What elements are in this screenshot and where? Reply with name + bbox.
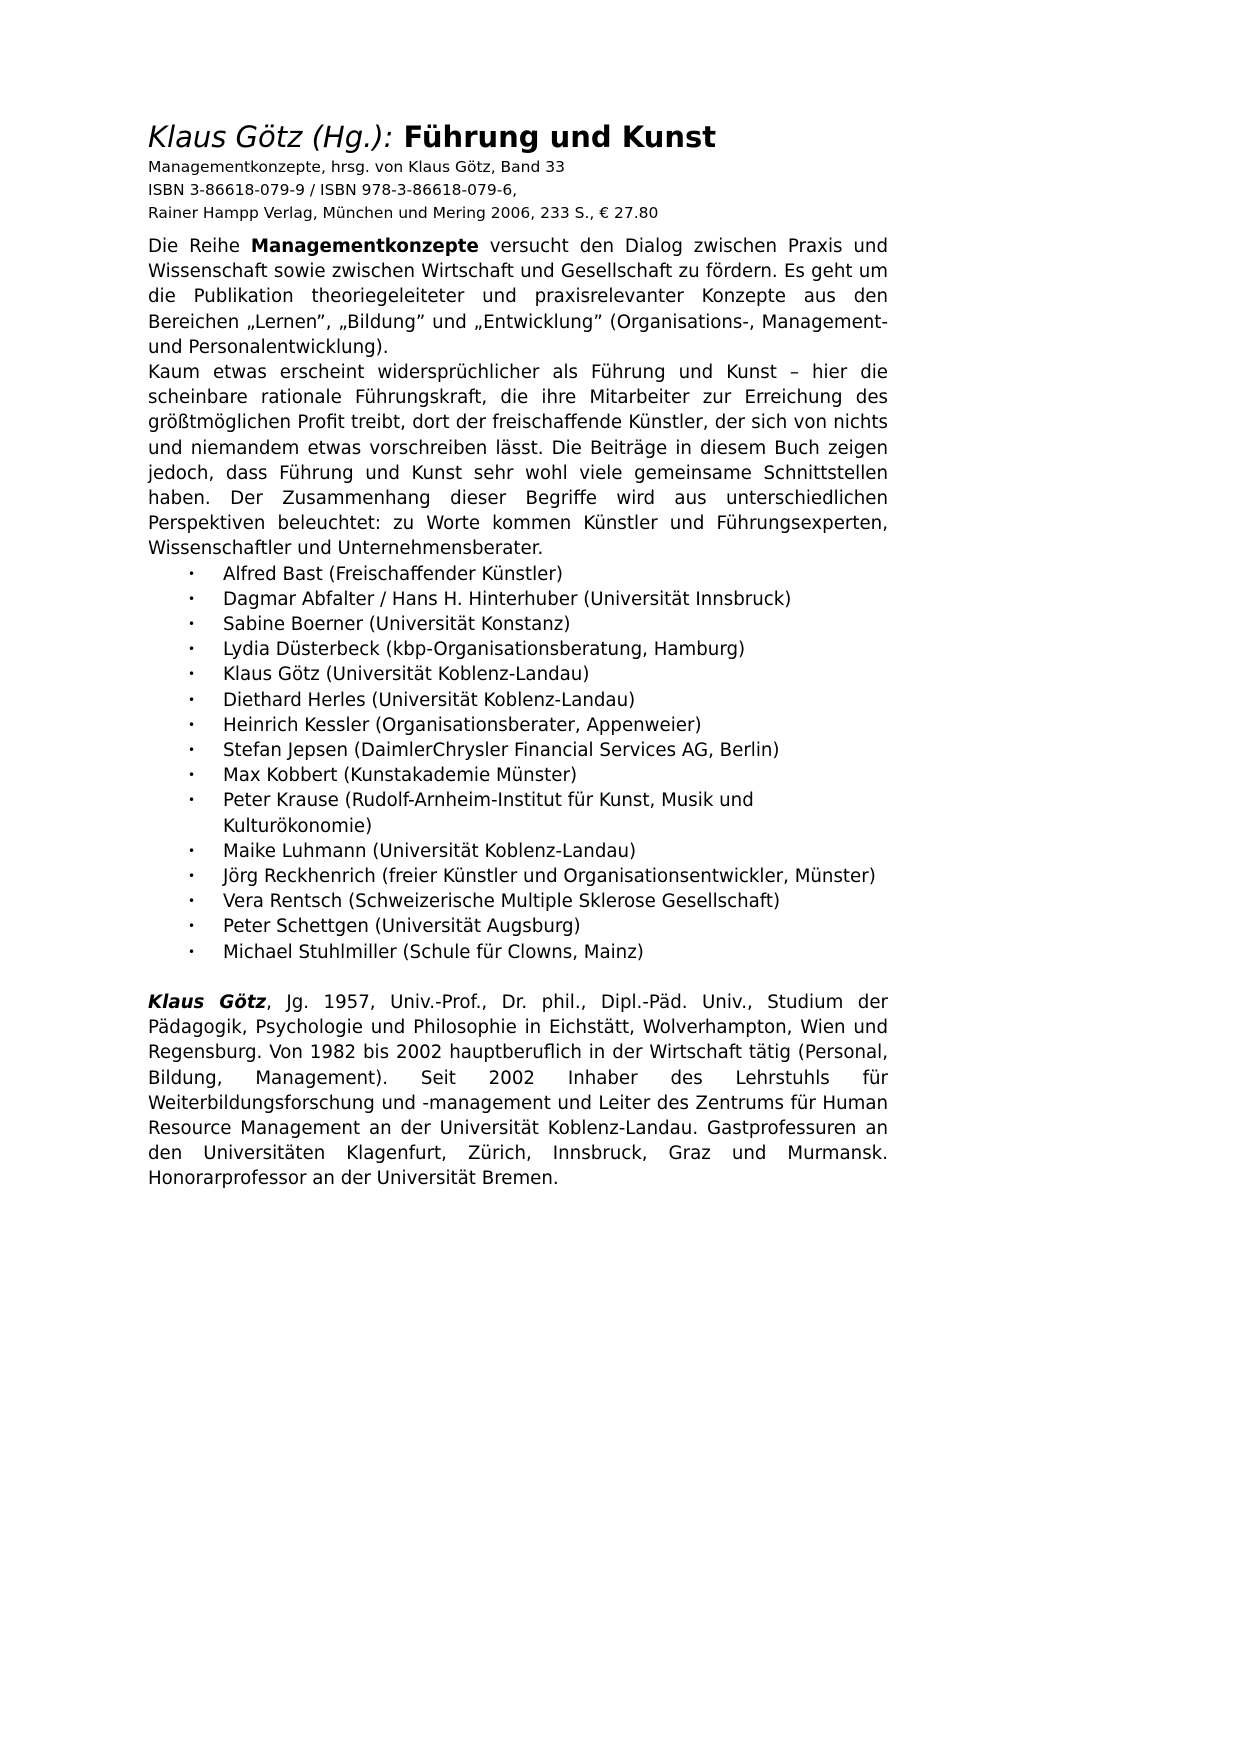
- book-heading: [148, 118, 888, 156]
- isbn-line: ISBN 3-86618-079-9 / ISBN 978-3-86618-079-6,: [148, 181, 518, 199]
- contributor-item: [148, 637, 888, 662]
- publisher-line: Rainer Hampp Verlag, München und Mering 2006, 233 S., € 27.80: [148, 204, 659, 222]
- bio-name: Klaus Götz: [148, 991, 267, 1013]
- contributor-item: [148, 763, 888, 788]
- contributor-text: Alfred Bast (Freischaffender Künstler): [223, 563, 563, 585]
- contributor-item: [148, 612, 888, 637]
- bullet-icon: •: [188, 743, 196, 758]
- series-line: Managementkonzepte, hrsg. von Klaus Götz, Band 33: [148, 158, 565, 176]
- contributor-item: [148, 940, 888, 965]
- contributor-item: [148, 688, 888, 713]
- contributor-text: Diethard Herles (Universität Koblenz-Landau): [223, 689, 636, 711]
- bullet-icon: •: [188, 843, 196, 858]
- contributor-item: [148, 562, 888, 587]
- contributor-item: [148, 864, 888, 889]
- contributor-text: Klaus Götz (Universität Koblenz-Landau): [223, 664, 590, 686]
- book-title: Führung und Kunst: [403, 120, 717, 154]
- contributor-text: Stefan Jepsen (DaimlerChrysler Financial Services AG, Berlin): [223, 740, 780, 762]
- bullet-icon: •: [188, 793, 196, 808]
- bio-text: , Jg. 1957, Univ.-Prof., Dr. phil., Dipl.-Päd. Univ., Studium der Pädagogik, Psychologie und Philosophie in Eichstätt, Wolverhampton, Wien und Regensburg. Von 1982 bis 2002 hauptberuflich in der Wirtschaft tätig (Personal, Bildung, Management). Seit 2002 Inhaber des Lehrstuhls für Weiterbildungsforschung und -management und Leiter des Zentrums für Human Resource Management an der Universität Koblenz-Landau. Gastprofessuren an den Universitäten Klagenfurt, Zürich, Innsbruck, Graz und Murmansk. Honorarprofessor an der Universität Bremen.: [148, 991, 888, 1190]
- contributor-text: Peter Schettgen (Universität Augsburg): [223, 916, 581, 938]
- contributor-item: [148, 788, 888, 838]
- bullet-icon: •: [188, 944, 196, 959]
- contributor-item: [148, 914, 888, 939]
- contributor-text: Jörg Reckhenrich (freier Künstler und Organisationsentwickler, Münster): [223, 866, 876, 888]
- bullet-icon: •: [188, 919, 196, 934]
- contributor-item: [148, 587, 888, 612]
- contributors-list: [148, 562, 888, 965]
- bullet-icon: •: [188, 768, 196, 783]
- contributor-item: [148, 713, 888, 738]
- contributor-item: [148, 839, 888, 864]
- contributor-item: [148, 889, 888, 914]
- bullet-icon: •: [188, 617, 196, 632]
- document-page: [148, 118, 888, 1192]
- bullet-icon: •: [188, 894, 196, 909]
- intro-text-after: versucht den Dialog zwischen Praxis und Wissenschaft sowie zwischen Wirtschaft und Gesellschaft zu fördern. Es geht um die Publikation theoriegeleiteter und praxisrelevanter Konzepte aus den Bereichen „Lernen”, „Bildung” und „Entwicklung” (Organisations-, Management- und Personalentwicklung).: [148, 236, 888, 358]
- bullet-icon: •: [188, 591, 196, 606]
- bullet-icon: •: [188, 566, 196, 581]
- intro-paragraph: [148, 234, 888, 360]
- contributor-text: Lydia Düsterbeck (kbp-Organisationsberatung, Hamburg): [223, 639, 746, 661]
- contributor-text: Dagmar Abfalter / Hans H. Hinterhuber (Universität Innsbruck): [223, 588, 792, 610]
- bullet-icon: •: [188, 667, 196, 682]
- contributor-text: Michael Stuhlmiller (Schule für Clowns, Mainz): [223, 941, 644, 963]
- contributor-text: Vera Rentsch (Schweizerische Multiple Sklerose Gesellschaft): [223, 891, 781, 913]
- intro-text-before: Die Reihe: [148, 236, 251, 257]
- description-paragraph: Kaum etwas erscheint widersprüchlicher als Führung und Kunst – hier die scheinbare rationale Führungskraft, die ihre Mitarbeiter zur Erreichung des größtmöglichen Profit treibt, dort der freischaffende Künstler, der sich von nichts und niemandem etwas vorschreiben lässt. Die Beiträge in diesem Buch zeigen jedoch, dass Führung und Kunst sehr wohl viele gemeinsame Schnittstellen haben. Der Zusammenhang dieser Begriffe wird aus unterschiedlichen Perspektiven beleuchtet: zu Worte kommen Künstler und Führungsexperten, Wissenschaftler und Unternehmensberater.: [148, 362, 888, 560]
- bullet-icon: •: [188, 692, 196, 707]
- contributor-text: Peter Krause (Rudolf-Arnheim-Institut für Kunst, Musik und Kulturökonomie): [223, 790, 754, 837]
- bullet-icon: •: [188, 717, 196, 732]
- editor-name: Klaus Götz (Hg.):: [148, 120, 394, 154]
- bullet-icon: •: [188, 642, 196, 657]
- contributor-text: Max Kobbert (Kunstakademie Münster): [223, 765, 578, 787]
- bullet-icon: •: [188, 869, 196, 884]
- contributor-text: Maike Luhmann (Universität Koblenz-Landau): [223, 840, 637, 862]
- contributor-text: Sabine Boerner (Universität Konstanz): [223, 614, 571, 636]
- author-bio: [148, 990, 888, 1192]
- contributor-text: Heinrich Kessler (Organisationsberater, Appenweier): [223, 714, 702, 736]
- series-name-bold: Managementkonzepte: [250, 236, 479, 257]
- contributor-item: [148, 738, 888, 763]
- contributor-item: [148, 662, 888, 687]
